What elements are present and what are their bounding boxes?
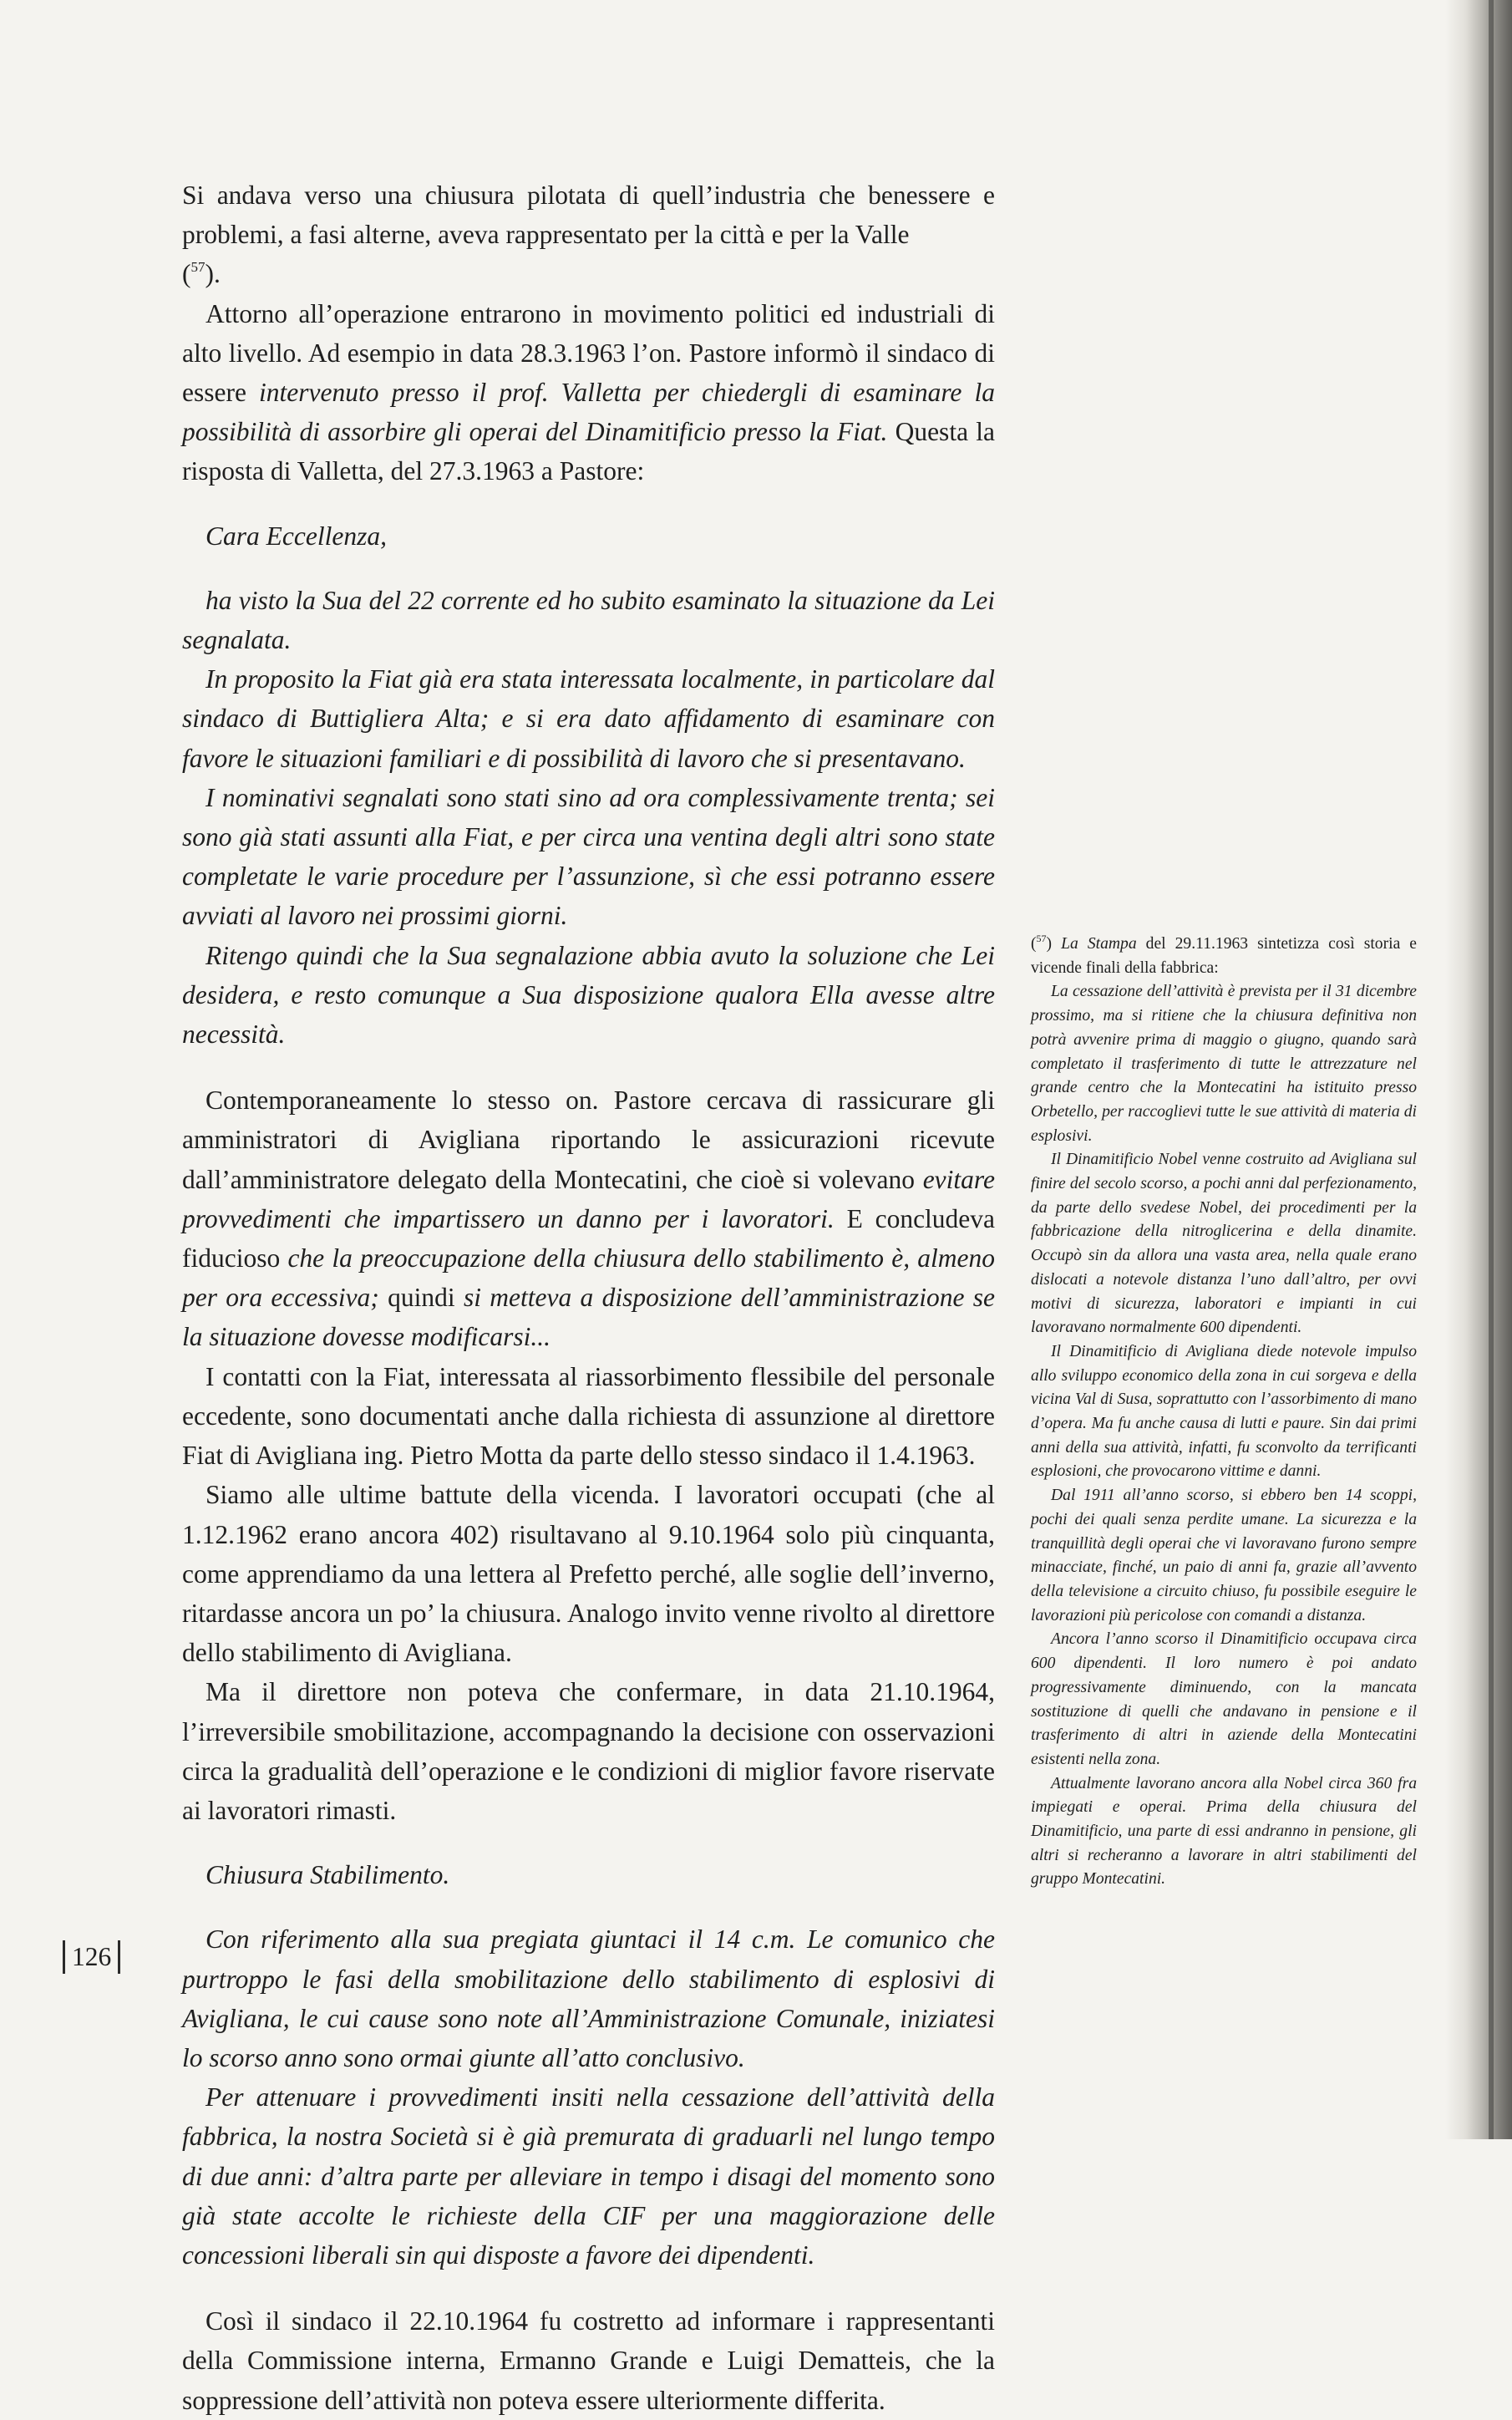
footnote-57: ($^{57}$) La Stampa del 29.11.1963 sintetizza così storia e vicende finali della fabbrica: — [1031, 933, 1418, 977]
page-number: 126 — [72, 1942, 112, 1971]
paragraph-7: Così il sindaco il 22.10.1964 fu costretto ad informare i rappresentanti della Commissione interna, Ermanno Grande e Luigi Dematteis, che la soppressione dell’attività non poteva essere ulteriormente differita. — [182, 2306, 995, 2415]
footnote-quote: Il Dinamitificio di Avigliana diede notevole impulso allo sviluppo economico della zona in cui sorgeva e della vicina Val di Susa, soprattutto con l’assorbimento di mano d’opera. Ma fu anche causa di lutti e paure. Sin dai primi anni della sua attività, infatti, fu sconvolto da terrificanti esplosioni, che provocarono vittime e danni. — [1031, 1342, 1417, 1481]
paragraph-1: Si andava verso una chiusura pilotata di quell’industria che benessere e problemi, a fasi alterne, aveva rappresentato per la città e per la Valle ($^{57}$). — [182, 180, 995, 289]
letter-director — [182, 1855, 995, 2275]
footnote-quote: Ancora l’anno scorso il Dinamitificio occupava circa 600 dipendenti. Il loro numero è poi andato progressivamente diminuendo, con la mancata sostituzione di quelli che andavano in pensione e il trasferimento di altri in aziende della Montecatini esistenti nella zona. — [1031, 1630, 1417, 1768]
footnote-quote: La cessazione dell’attività è prevista per il 31 dicembre prossimo, ma si ritiene che la chiusura definitiva non potrà avvenire prima di maggio o giugno, quando sarà completato il trasferimento di tutte le attrezzature nel grande centro che la Montecatini ha istituito presso Orbetello, per raccoglievi tutte le sue attività di materia di esplosivi. — [1031, 983, 1417, 1145]
letter-subject: Chiusura Stabilimento. — [205, 1860, 450, 1890]
binding-fold — [1489, 0, 1494, 2139]
letter-paragraph: In proposito la Fiat già era stata interessata localmente, in particolare dal sindaco di Buttigliera Alta; e si era dato affidamento di esaminare con favore le situazioni familiari e di possibilità di lavoro che si presentavano. — [182, 664, 995, 773]
letter-paragraph: ha visto la Sua del 22 corrente ed ho subito esaminato la situazione da Lei segnalata. — [182, 585, 995, 655]
footnote-quote: Il Dinamitificio Nobel venne costruito ad Avigliana sul finire del secolo scorso, a pochi anni dal perfezionamento, da parte dello svedese Nobel, dei procedimenti per la fabbricazione della nitroglicerina e della dinamite. Occupò sin da allora una vasta area, nella quale erano dislocati a notevole distanza l’uno dall’altro, per ovvi motivi di sicurezza, laboratori e impianti in cui lavoravano normalmente 600 dipendenti. — [1031, 1151, 1417, 1337]
binding-shadow — [1445, 0, 1512, 2139]
footnote-quote: Dal 1911 all’anno scorso, si ebbero ben 14 scoppi, pochi dei quali senza perdite umane. La sicurezza e la tranquillità degli operai che vi lavoravano furono sempre minacciate, finché, un paio di anni fa, grazie all’avvento della televisione a circuito chiuso, fu possibile eseguire le lavorazioni più pericolose con comandi a distanza. — [1031, 1487, 1417, 1624]
letter-paragraph: Ritengo quindi che la Sua segnalazione abbia avuto la soluzione che Lei desidera, e resto comunque a Sua disposizione qualora Ella avesse altre necessità. — [182, 940, 995, 1050]
paragraph-3: Contemporaneamente lo stesso on. Pastore cercava di rassicurare gli amministratori di Avigliana riportando le assicurazioni ricevute dall’amministratore delegato della Montecatini, che cioè si volevano evitare provvedimenti che impartissero un danno per i lavoratori. E concludeva fiducioso che la preoccupazione della chiusura dello stabilimento è, almeno per ora eccessiva; quindi si metteva a disposizione dell’amministrazione se la situazione dovesse modificarsi... — [182, 1085, 996, 1352]
paragraph-2: Attorno all’operazione entrarono in movimento politici ed industriali di alto livello. Ad esempio in data 28.3.1963 l’on. Pastore informò il sindaco di essere intervenuto presso il prof. Valletta per chiedergli di esaminare la possibilità di assorbire gli operai del Dinamitificio presso la Fiat. Questa la risposta di Valletta, del 27.3.1963 a Pastore: — [182, 298, 995, 486]
letter-paragraph: Per attenuare i provvedimenti insiti nella cessazione dell’attività della fabbrica, la nostra Società si è già premurata di graduarli nel lungo tempo di due anni: d’altra parte per alleviare in tempo i disagi del momento sono già state accolte le richieste della CIF per una maggiorazione delle concessioni liberali sin qui disposte a favore dei dipendenti. — [182, 2082, 995, 2270]
letter-paragraph: I nominativi segnalati sono stati sino ad ora complessivamente trenta; sei sono già stati assunti alla Fiat, e per circa una ventina degli altri sono state completate le varie procedure per l’assunzione, sì che essi potranno essere avviati al lavoro nei prossimi giorni. — [182, 782, 995, 931]
folio-rule — [63, 1940, 65, 1974]
quoted-text: intervenuto presso il prof. Valletta per chiedergli di esaminare la possibilità di assorbire gli operai del Dinamitificio presso la Fiat. — [182, 378, 995, 447]
footnote-quote: Attualmente lavorano ancora alla Nobel circa 360 fra impiegati e operai. Prima della chiusura del Dinamitificio, una parte di essi andranno in pensione, gli altri si recheranno a lavorare in altri stabilimenti del gruppo Montecatini. — [1031, 1774, 1417, 1889]
footnote-reference: 57 — [190, 259, 205, 276]
footnote-number: 57 — [1036, 933, 1047, 944]
folio-rule — [118, 1940, 120, 1974]
paragraph-5: Siamo alle ultime battute della vicenda. I lavoratori occupati (che al 1.12.1962 erano ancora 402) risultavano al 9.10.1964 solo più cinquanta, come apprendiamo da una lettera al Prefetto perché, alle soglie dell’inverno, ritardasse ancora un po’ la chiusura. Analogo invito venne rivolto al direttore dello stabilimento di Avigliana. — [182, 1480, 995, 1668]
main-text-column — [182, 175, 995, 2420]
paragraph-4: I contatti con la Fiat, interessata al riassorbimento flessibile del personale eccedente, sono documentati anche dalla richiesta di assunzione al direttore Fiat di Avigliana ing. Pietro Motta da parte dello stesso sindaco il 1.4.1963. — [182, 1361, 995, 1471]
footnote-column — [1031, 933, 1417, 1892]
page-number-block — [63, 1937, 120, 1977]
letter-valletta — [182, 516, 995, 1055]
letter-paragraph: Con riferimento alla sua pregiata giuntaci il 14 c.m. Le comunico che purtroppo le fasi della smobilitazione dello stabilimento di esplosivi di Avigliana, le cui cause sono note all’Amministrazione Comunale, iniziatesi lo scorso anno sono ormai giunte all’atto conclusivo. — [182, 1924, 995, 2072]
paragraph-6: Ma il direttore non poteva che confermare, in data 21.10.1964, l’irreversibile smobilitazione, accompagnando la decisione con osservazioni circa la gradualità dell’operazione e le condizioni di miglior favore riservate ai lavoratori rimasti. — [182, 1677, 995, 1825]
letter-salutation: Cara Eccellenza, — [205, 521, 387, 551]
newspaper-title: La Stampa — [1061, 935, 1137, 953]
